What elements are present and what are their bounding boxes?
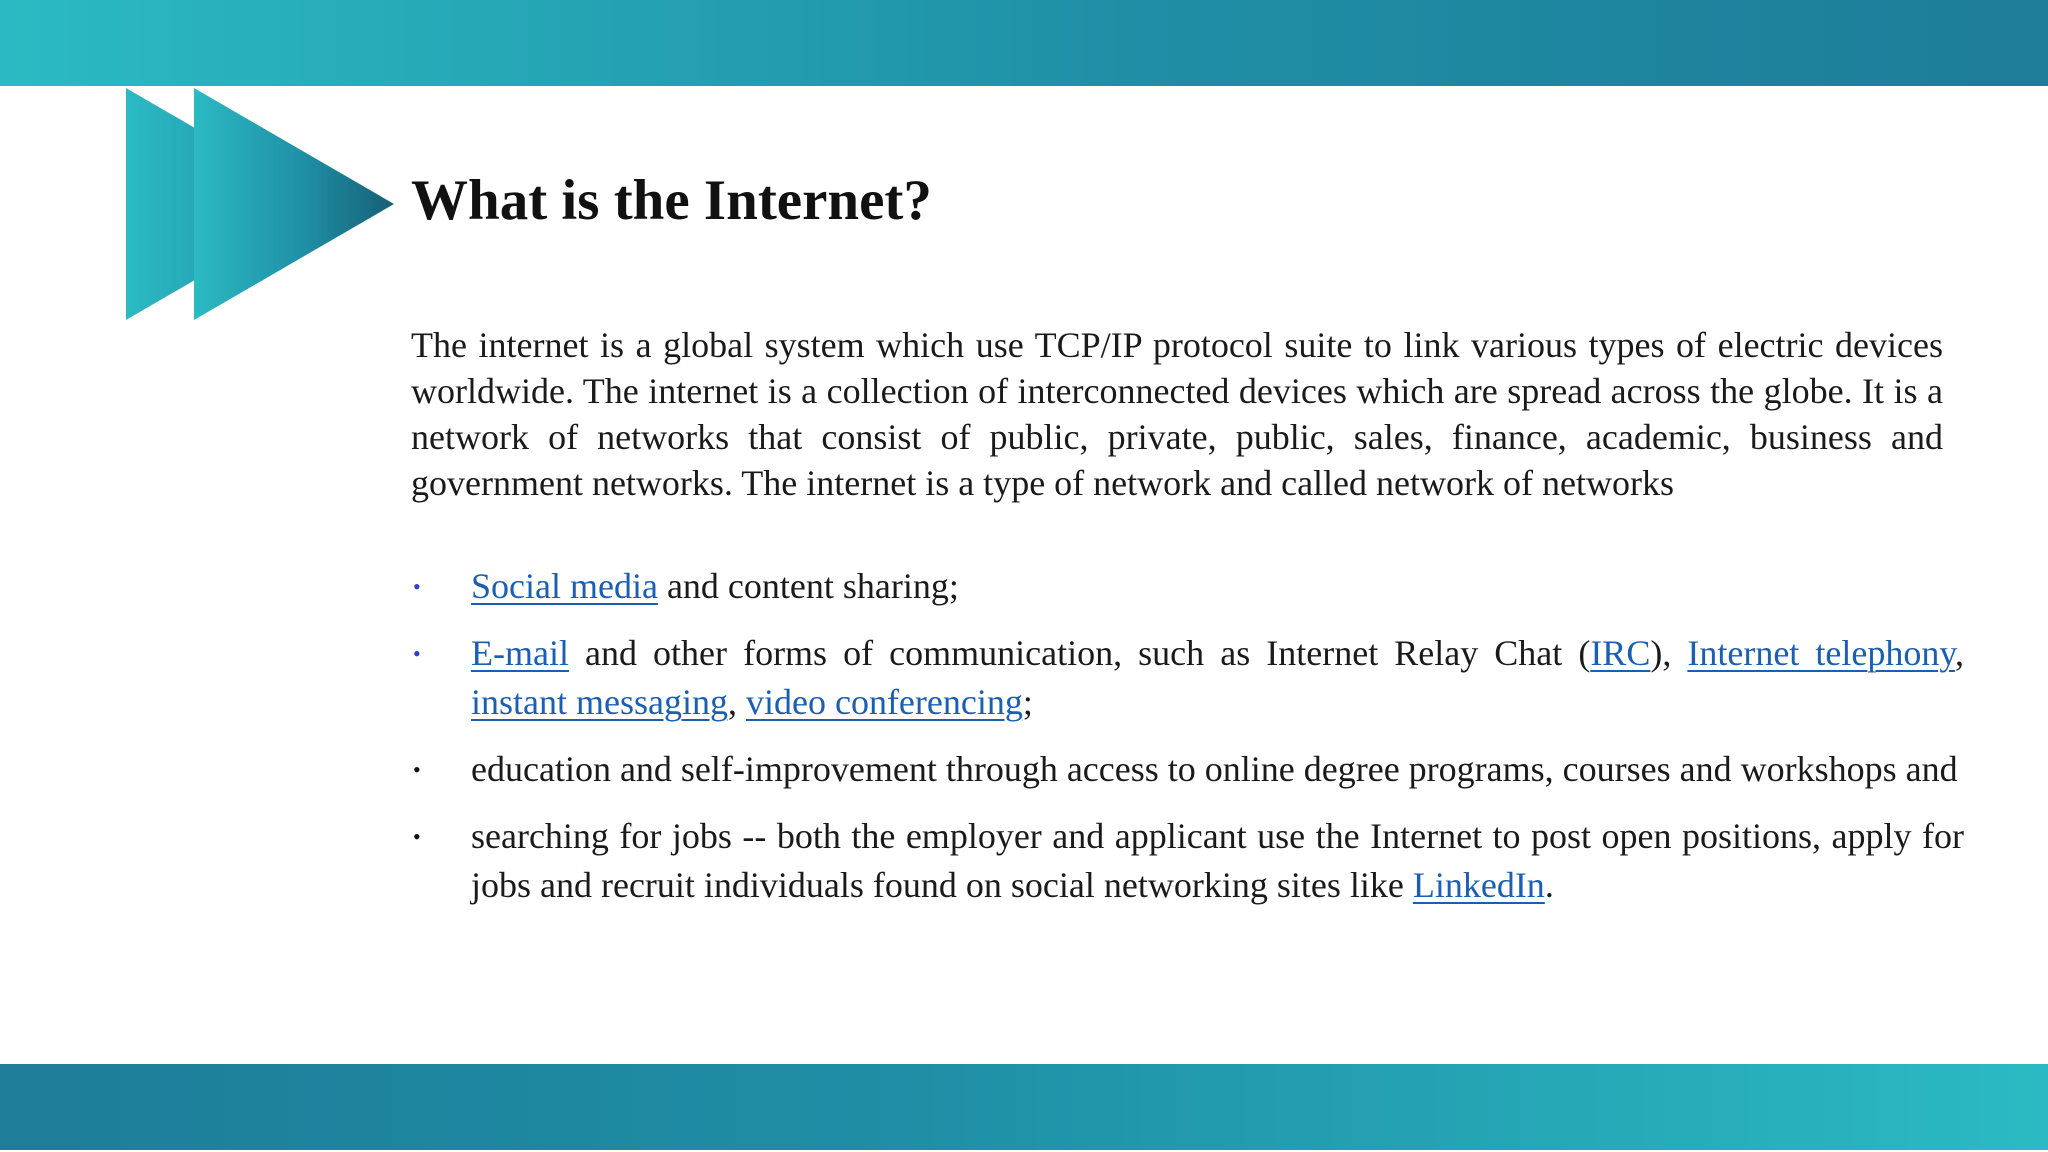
- list-item: [411, 629, 1964, 727]
- list-item: [411, 562, 1964, 611]
- double-play-arrow-icon: [126, 88, 406, 320]
- bullet-text: ,: [727, 682, 746, 722]
- intro-paragraph: The internet is a global system which use TCP/IP protocol suite to link various types of electric devices worldwide. The internet is a collection of interconnected devices which are spread across the globe. It is a network of networks that consist of public, private, public, sales, finance, academic, business and government networks. The internet is a type of network and called network of networks: [411, 325, 1943, 503]
- bullet-text: education and self-improvement through access to online degree programs, courses and workshops and: [471, 749, 1958, 789]
- list-item: [411, 745, 1964, 794]
- bullet-list: [411, 562, 1964, 928]
- bullet-dot: •: [413, 824, 421, 849]
- top-accent-band: [0, 0, 2048, 86]
- list-item: [411, 812, 1964, 910]
- bullet-dot: •: [413, 574, 421, 599]
- bullet-text: ;: [1022, 682, 1033, 722]
- slide-title: What is the Internet?: [411, 169, 932, 232]
- irc-link[interactable]: IRC: [1590, 633, 1651, 673]
- bullet-text: and content sharing;: [657, 566, 959, 606]
- instant-messaging-link[interactable]: instant messaging: [471, 682, 728, 722]
- front-arrow-shape: [194, 88, 394, 320]
- bullet-text: ,: [1955, 633, 1964, 673]
- bullet-text: and other forms of communication, such as Internet Relay Chat (: [568, 633, 1591, 673]
- email-link[interactable]: E-mail: [471, 633, 569, 673]
- internet-telephony-link[interactable]: Internet telephony: [1687, 633, 1955, 673]
- video-conferencing-link[interactable]: video conferencing: [745, 682, 1023, 722]
- bullet-text: .: [1544, 865, 1554, 905]
- bullet-text: searching for jobs -- both the employer and applicant use the Internet to post open positions, apply for jobs and recruit individuals found on social networking sites like: [471, 816, 1964, 905]
- bullet-dot: •: [413, 641, 421, 666]
- bottom-accent-band: [0, 1064, 2048, 1150]
- social-media-link[interactable]: Social media: [471, 566, 658, 606]
- linkedin-link[interactable]: LinkedIn: [1412, 865, 1545, 905]
- bullet-dot: •: [413, 757, 421, 782]
- bullet-text: ),: [1650, 633, 1688, 673]
